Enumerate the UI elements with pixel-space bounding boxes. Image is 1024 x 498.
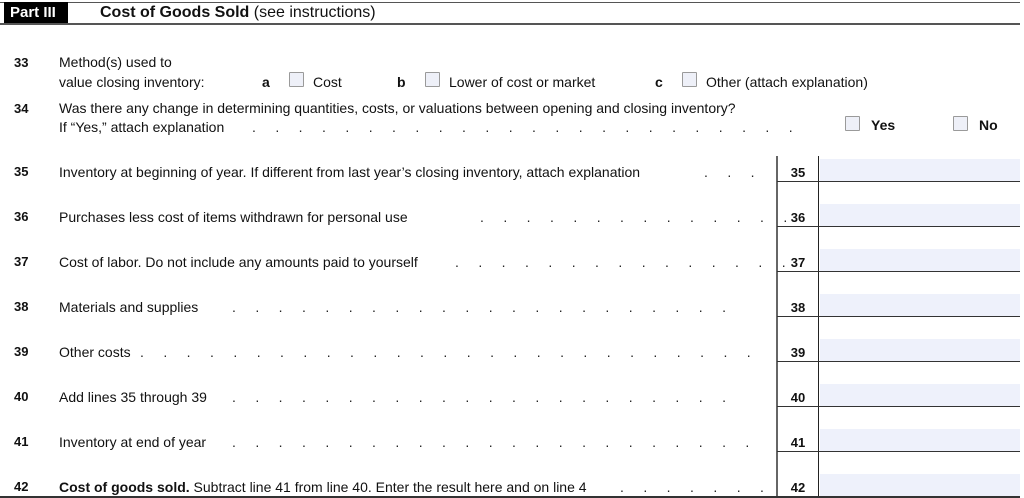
- line-42-amount-field[interactable]: [820, 474, 1020, 496]
- line-34-yes-label: Yes: [871, 117, 896, 133]
- line-40-amount-field[interactable]: [820, 384, 1020, 406]
- line-38-text: Materials and supplies: [59, 299, 199, 315]
- line-41-rule: [777, 451, 1020, 452]
- line-42-text-bold: Cost of goods sold.: [59, 479, 190, 495]
- line-35-leader-dots: . . .: [704, 164, 755, 180]
- line-38-number: 38: [14, 299, 29, 314]
- line-41-text: Inventory at end of year: [59, 434, 207, 450]
- line-34-number: 34: [14, 101, 29, 116]
- line-33a-letter: a: [262, 74, 270, 90]
- line-38-box-number: 38: [790, 300, 806, 315]
- line-39-leader-dots: . . . . . . . . . . . . . . . . . . . . . . . . . . .: [140, 344, 751, 360]
- line-33b-checkbox[interactable]: [425, 72, 440, 87]
- line-37-amount-field[interactable]: [820, 249, 1020, 271]
- line-33c-checkbox[interactable]: [682, 72, 697, 87]
- line-39-text: Other costs: [59, 344, 131, 360]
- line-33-text-2: value closing inventory:: [59, 74, 205, 90]
- line-41-amount-field[interactable]: [820, 429, 1020, 451]
- line-36-amount-field[interactable]: [820, 204, 1020, 226]
- line-42-text-rest: Subtract line 41 from line 40. Enter the result here and on line 4: [189, 479, 587, 495]
- column-rule-inner: [818, 156, 819, 498]
- line-37-number: 37: [14, 254, 29, 269]
- line-39-rule: [777, 361, 1020, 362]
- line-33c-letter: c: [655, 74, 663, 90]
- line-36-leader-dots: . . . . . . . . . . . . . .: [480, 209, 788, 225]
- line-34-text-2: If “Yes,” attach explanation: [59, 119, 225, 135]
- line-42-leader-dots: . . . . . . .: [620, 479, 764, 495]
- line-37-box-number: 37: [790, 255, 806, 270]
- part-title-rest: (see instructions): [249, 4, 376, 21]
- line-38-leader-dots: . . . . . . . . . . . . . . . . . . . . . .: [232, 299, 726, 315]
- line-42-box-number: 42: [790, 480, 806, 495]
- line-42-number: 42: [14, 479, 29, 494]
- line-35-text: Inventory at beginning of year. If different from last year’s closing inventory, attach explanation: [59, 164, 641, 180]
- line-33a-label: Cost: [313, 74, 342, 90]
- line-35-rule: [777, 181, 1020, 182]
- line-36-box-number: 36: [790, 210, 806, 225]
- line-40-box-number: 40: [790, 390, 806, 405]
- line-34-no-checkbox[interactable]: [953, 116, 968, 131]
- line-34-no-label: No: [979, 117, 998, 133]
- line-40-rule: [777, 406, 1020, 407]
- part-title: [100, 2, 376, 23]
- line-37-rule: [777, 271, 1020, 272]
- line-38-rule: [777, 316, 1020, 317]
- line-33-number: 33: [14, 55, 29, 70]
- header-bottom-rule: [0, 23, 1020, 25]
- line-39-amount-field[interactable]: [820, 339, 1020, 361]
- line-37-text: Cost of labor. Do not include any amounts paid to yourself: [59, 254, 418, 270]
- line-36-rule: [777, 226, 1020, 227]
- line-37-leader-dots: . . . . . . . . . . . . . . .: [455, 254, 786, 270]
- line-35-amount-field[interactable]: [820, 159, 1020, 181]
- line-33b-letter: b: [397, 74, 406, 90]
- line-41-number: 41: [14, 434, 29, 449]
- line-40-number: 40: [14, 389, 29, 404]
- line-41-box-number: 41: [790, 435, 806, 450]
- part-title-bold: Cost of Goods Sold: [100, 4, 250, 21]
- line-38-amount-field[interactable]: [820, 294, 1020, 316]
- line-34-text-1: Was there any change in determining quantities, costs, or valuations between opening and closing inventory?: [59, 100, 736, 116]
- line-36-number: 36: [14, 209, 29, 224]
- line-35-box-number: 35: [790, 165, 806, 180]
- line-33b-label: Lower of cost or market: [449, 74, 596, 90]
- line-34-leader-dots: . . . . . . . . . . . . . . . . . . . . . . . .: [252, 119, 793, 135]
- line-39-number: 39: [14, 344, 29, 359]
- line-33a-checkbox[interactable]: [289, 72, 304, 87]
- line-42-text: [59, 479, 587, 495]
- line-39-box-number: 39: [790, 345, 806, 360]
- line-33c-label: Other (attach explanation): [706, 74, 868, 90]
- line-41-leader-dots: . . . . . . . . . . . . . . . . . . . . . . .: [232, 434, 750, 450]
- line-40-leader-dots: . . . . . . . . . . . . . . . . . . . . . .: [232, 389, 726, 405]
- line-33-text-1: Method(s) used to: [59, 54, 172, 70]
- line-35-number: 35: [14, 164, 29, 179]
- line-40-text: Add lines 35 through 39: [59, 389, 207, 405]
- line-34-yes-checkbox[interactable]: [845, 116, 860, 131]
- line-36-text: Purchases less cost of items withdrawn for personal use: [59, 209, 408, 225]
- part-badge: Part III: [4, 2, 68, 23]
